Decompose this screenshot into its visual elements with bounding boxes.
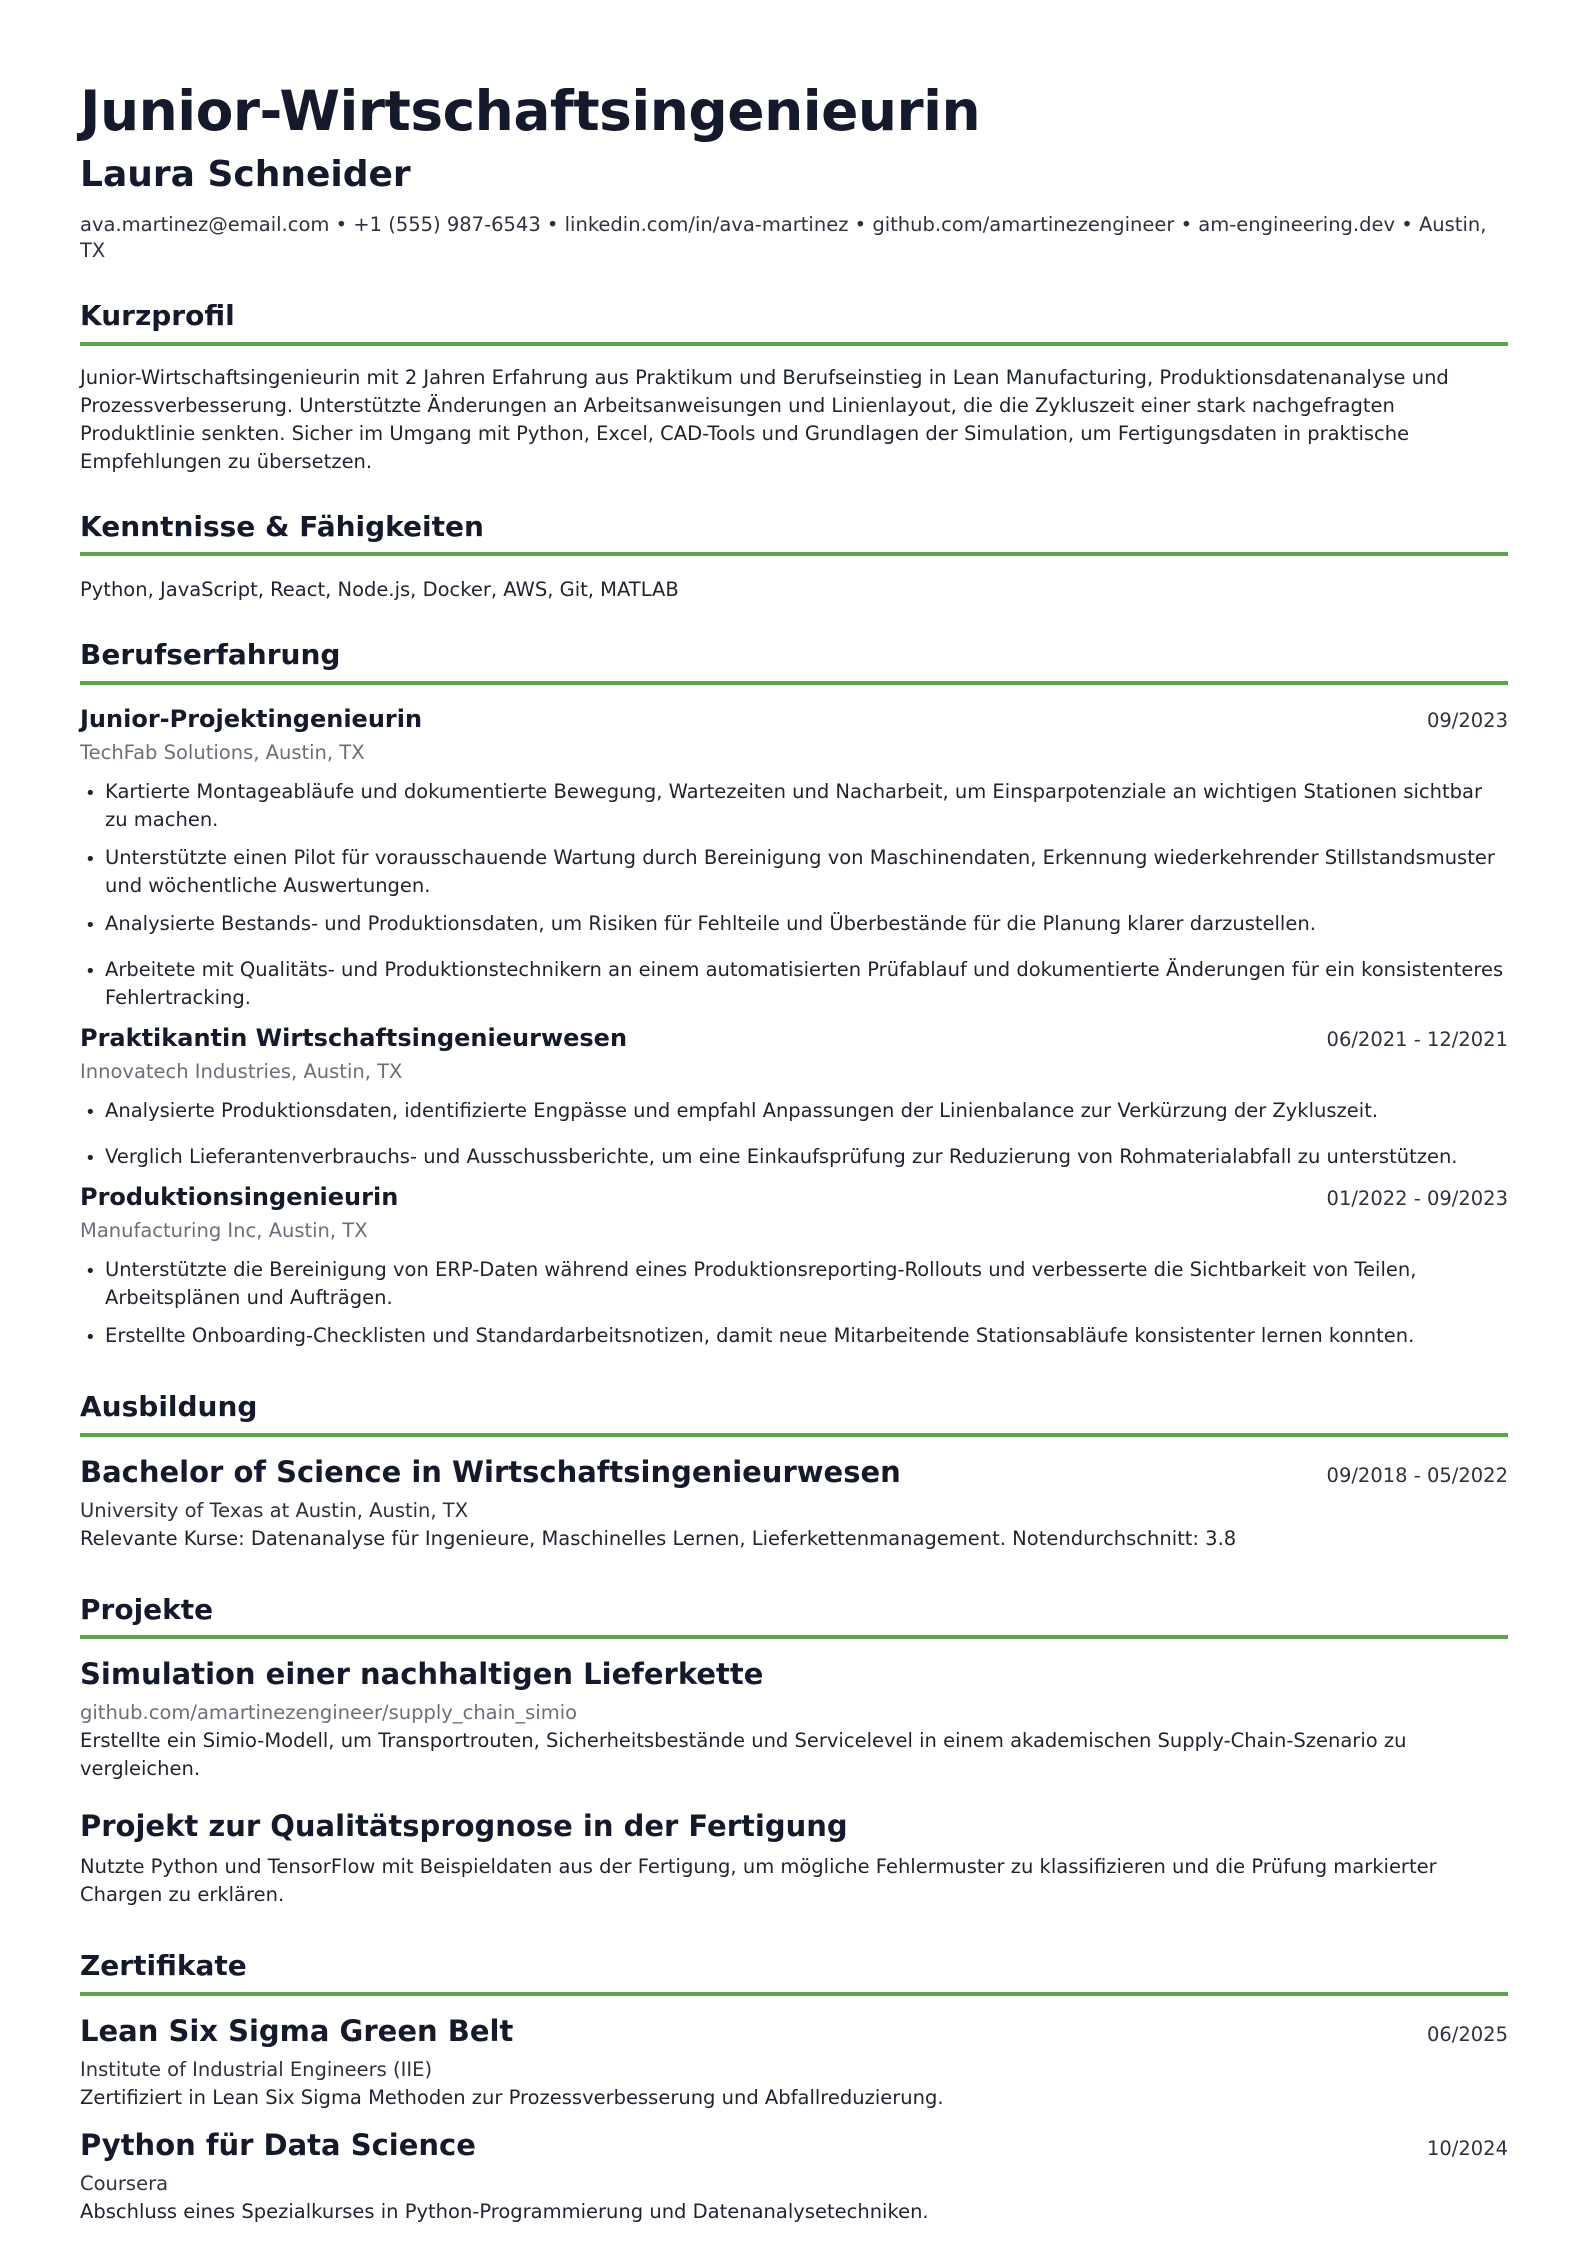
project-entry: [80, 1657, 1508, 1783]
bullet-item: • Unterstützte die Bereinigung von ERP-Daten während eines Produktionsreporting-Rollouts und verbesserte die Sichtbarkeit von Teilen, Arbeitsplänen und Aufträgen.: [80, 1256, 1508, 1312]
experience-section: [80, 638, 1508, 1350]
section-heading: Ausbildung: [80, 1390, 1508, 1437]
project-description: Erstellte ein Simio-Modell, um Transportrouten, Sicherheitsbestände und Servicelevel in einem akademischen Supply-Chain-Szenario zu vergleichen.: [80, 1729, 1407, 1781]
person-name: Laura Schneider: [80, 154, 411, 196]
project-description: Nutzte Python und TensorFlow mit Beispieldaten aus der Fertigung, um mögliche Fehlermuster zu klassifizieren und die Prüfung markierter Chargen zu erklären.: [80, 1855, 1437, 1907]
certificates-section: [80, 1949, 1508, 2226]
education-entry: [80, 1455, 1508, 1553]
project-title: Simulation einer nachhaltigen Lieferkette: [80, 1657, 764, 1692]
bullet-item: • Analysierte Bestands- und Produktionsdaten, um Risiken für Fehlteile und Überbestände für die Planung klarer darzustellen.: [80, 910, 1508, 938]
job-date: 06/2021 - 12/2021: [1326, 1027, 1508, 1051]
job-title: Junior-Projektingenieurin: [80, 704, 423, 733]
bullet-item: • Arbeitete mit Qualitäts- und Produktionstechnikern an einem automatisierten Prüfablauf und dokumentierte Änderungen für ein konsistenteres Fehlertracking.: [80, 956, 1508, 1012]
certificate-title: Lean Six Sigma Green Belt: [80, 2013, 514, 2048]
section-heading: Kurzprofil: [80, 299, 1508, 346]
education-date: 09/2018 - 05/2022: [1326, 1463, 1508, 1487]
job-company: Manufacturing Inc, Austin, TX: [80, 1218, 368, 1242]
bullet-item: • Analysierte Produktionsdaten, identifizierte Engpässe und empfahl Anpassungen der Linienbalance zur Verkürzung der Zykluszeit.: [80, 1097, 1508, 1125]
skills-section: [80, 510, 1508, 605]
bullet-item: • Kartierte Montageabläufe und dokumentierte Bewegung, Wartezeiten und Nacharbeit, um Einsparpotenziale an wichtigen Stationen sichtbar zu machen.: [80, 778, 1508, 834]
summary-text: Junior-Wirtschaftsingenieurin mit 2 Jahren Erfahrung aus Praktikum und Berufseinstieg in Lean Manufacturing, Produktionsdatenanalyse und Prozessverbesserung. Unterstützte Änderungen an Arbeitsanweisungen und Linienlayout, die die Zykluszeit einer stark nachgefragten Produktlinie senkten. Sicher im Umgang mit Python, Excel, CAD-Tools und Grundlagen der Simulation, um Fertigungsdaten in praktische Empfehlungen zu übersetzen.: [80, 365, 1449, 473]
job-entry: [80, 1024, 1508, 1171]
job-date: 01/2022 - 09/2023: [1326, 1186, 1508, 1210]
job-bullets: [80, 1256, 1508, 1350]
degree-title: Bachelor of Science in Wirtschaftsingenieurwesen: [80, 1454, 901, 1489]
job-bullets: [80, 778, 1508, 1012]
projects-section: [80, 1593, 1508, 1910]
school-name: University of Texas at Austin, Austin, TX: [80, 1498, 469, 1522]
job-title: Praktikantin Wirtschaftsingenieurwesen: [80, 1023, 628, 1052]
certificate-title: Python für Data Science: [80, 2127, 476, 2162]
project-entry: [80, 1809, 1508, 1909]
certificate-issuer: Institute of Industrial Engineers (IIE): [80, 2057, 433, 2081]
section-heading: Zertifikate: [80, 1949, 1508, 1996]
summary-section: [80, 299, 1508, 476]
certificate-description: Abschluss eines Spezialkurses in Python-Programmierung und Datenanalysetechniken.: [80, 2199, 929, 2223]
education-section: [80, 1390, 1508, 1553]
job-entry: [80, 1183, 1508, 1350]
bullet-item: • Unterstützte einen Pilot für vorausschauende Wartung durch Bereinigung von Maschinendaten, Erkennung wiederkehrender Stillstandsmuster und wöchentliche Auswertungen.: [80, 844, 1508, 900]
bullet-item: • Verglich Lieferantenverbrauchs- und Ausschussberichte, um eine Einkaufsprüfung zur Reduzierung von Rohmaterialabfall zu unterstützen.: [80, 1143, 1508, 1171]
certificate-entry: [80, 2014, 1508, 2112]
job-entry: [80, 705, 1508, 1012]
certificate-issuer: Coursera: [80, 2171, 169, 2195]
job-date: 09/2023: [1426, 708, 1508, 732]
section-heading: Kenntnisse & Fähigkeiten: [80, 510, 1508, 557]
section-heading: Projekte: [80, 1593, 1508, 1640]
job-company: Innovatech Industries, Austin, TX: [80, 1059, 403, 1083]
section-heading: Berufserfahrung: [80, 638, 1508, 685]
job-company: TechFab Solutions, Austin, TX: [80, 740, 365, 764]
certificate-description: Zertifiziert in Lean Six Sigma Methoden zur Prozessverbesserung und Abfallreduzierung.: [80, 2085, 944, 2109]
certificate-date: 06/2025: [1426, 2022, 1508, 2046]
certificate-date: 10/2024: [1426, 2136, 1508, 2160]
job-bullets: [80, 1097, 1508, 1171]
project-title: Projekt zur Qualitätsprognose in der Fertigung: [80, 1809, 848, 1844]
certificate-entry: [80, 2128, 1508, 2226]
education-details: Relevante Kurse: Datenanalyse für Ingenieure, Maschinelles Lernen, Lieferkettenmanagement. Notendurchschnitt: 3.8: [80, 1526, 1237, 1550]
job-title: Produktionsingenieurin: [80, 1182, 399, 1211]
resume-title: Junior-Wirtschaftsingenieurin: [80, 79, 981, 143]
contact-line: ava.martinez@email.com • +1 (555) 987-6543 • linkedin.com/in/ava-martinez • github.com/amartinezengineer • am-engineering.dev • Austin, TX: [80, 213, 1487, 262]
skills-text: Python, JavaScript, React, Node.js, Docker, AWS, Git, MATLAB: [80, 578, 679, 602]
bullet-item: • Erstellte Onboarding-Checklisten und Standardarbeitsnotizen, damit neue Mitarbeitende Stationsabläufe konsistenter lernen konnten.: [80, 1322, 1508, 1350]
project-link[interactable]: github.com/amartinezengineer/supply_chain_simio: [80, 1701, 578, 1725]
